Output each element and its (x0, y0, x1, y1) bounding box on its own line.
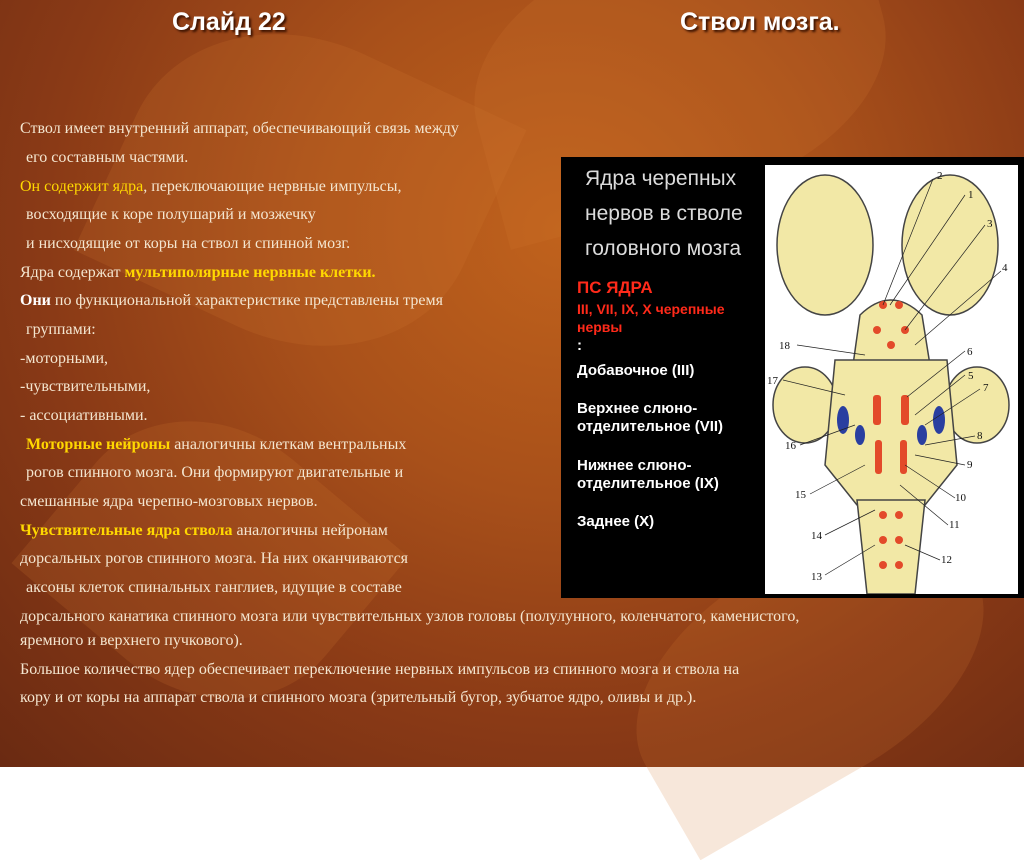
nucleus-label: Добавочное (III) (577, 362, 695, 379)
figure-label: 9 (967, 459, 973, 471)
body-text: аналогичны нейронам (232, 522, 388, 539)
figure-label: 8 (977, 430, 983, 442)
body-line: Большое количество ядер обеспечивает переключение нервных импульсов из спинного мозга и ствола на (20, 661, 740, 678)
figure-label: 15 (795, 489, 806, 501)
body-line (20, 263, 376, 283)
figure-label: 6 (967, 346, 973, 358)
slide-title: Ствол мозга. (680, 8, 840, 36)
brainstem-drawing (765, 165, 1018, 594)
highlight-text: мультиполярные нервные клетки. (124, 264, 376, 281)
figure-label: 2 (937, 170, 943, 182)
figure-label: 12 (941, 554, 952, 566)
ps-heading: ПС ЯДРА (577, 278, 653, 297)
body-line: восходящие к коре полушарий и мозжечку (26, 206, 316, 223)
body-line: Ствол имеет внутренний аппарат, обеспечивающий связь между (20, 120, 459, 137)
figure-label: 5 (968, 370, 974, 382)
highlight-text: Он содержит ядра (20, 178, 144, 195)
body-line (20, 177, 401, 197)
body-text: по функциональной характеристике представлены тремя (50, 292, 443, 309)
body-text: , переключающие нервные импульсы, (143, 178, 402, 195)
body-line (26, 435, 406, 455)
bold-text: Они (20, 292, 51, 309)
highlight-text: Моторные нейроны (26, 436, 171, 453)
body-line: кору и от коры на аппарат ствола и спинного мозга (зрительный бугор, зубчатое ядро, оливы и др.). (20, 689, 697, 706)
body-line: -моторными, (20, 350, 109, 367)
highlight-text: Чувствительные ядра ствола (20, 522, 233, 539)
body-text: Ядра содержат (20, 264, 125, 281)
nucleus-label: Нижнее слюно-отделительное (IX) (577, 457, 719, 492)
figure-label: 7 (983, 382, 989, 394)
body-line (20, 291, 443, 311)
ps-subheading: III, VII, IX, X черепные нервы (577, 301, 725, 335)
figure-label: 13 (811, 571, 822, 583)
body-line: -чувствительными, (20, 378, 151, 395)
figure-label: 1 (968, 189, 974, 201)
nucleus-label: Верхнее слюно-отделительное (VII) (577, 400, 724, 435)
figure-label: 11 (949, 519, 960, 531)
brainstem-figure (561, 157, 1024, 598)
body-line: дорсального канатика спинного мозга или чувствительных узлов головы (полулунного, коленчатого, каменистого, (20, 608, 800, 625)
body-line: и нисходящие от коры на ствол и спинной мозг. (26, 235, 351, 252)
brainstem-illustration (765, 165, 1018, 594)
figure-label: 18 (779, 340, 790, 352)
body-line: яремного и верхнего пучкового). (20, 632, 243, 649)
figure-label: 14 (811, 530, 822, 542)
figure-title: Ядра черепных нервов в стволе головного мозга (585, 167, 743, 260)
background-leaf (73, 0, 526, 402)
figure-label: 17 (767, 375, 778, 387)
figure-label: 16 (785, 440, 796, 452)
body-line (20, 521, 388, 541)
body-line: рогов спинного мозга. Они формируют двигательные и (26, 464, 404, 481)
body-text: аналогичны клеткам вентральных (170, 436, 407, 453)
body-line: его составным частями. (26, 149, 189, 166)
colon: : (577, 337, 582, 354)
slide-number: Слайд 22 (172, 8, 286, 36)
body-line: - ассоциативными. (20, 407, 148, 424)
figure-label: 4 (1002, 262, 1008, 274)
figure-label: 10 (955, 492, 966, 504)
body-line: аксоны клеток спинальных ганглиев, идущие в составе (26, 579, 402, 596)
body-line: дорсальных рогов спинного мозга. На них оканчиваются (20, 550, 409, 567)
nucleus-label: Заднее (X) (577, 513, 655, 530)
figure-label: 3 (987, 218, 993, 230)
body-line: группами: (26, 321, 96, 338)
body-line: смешанные ядра черепно-мозговых нервов. (20, 493, 318, 510)
